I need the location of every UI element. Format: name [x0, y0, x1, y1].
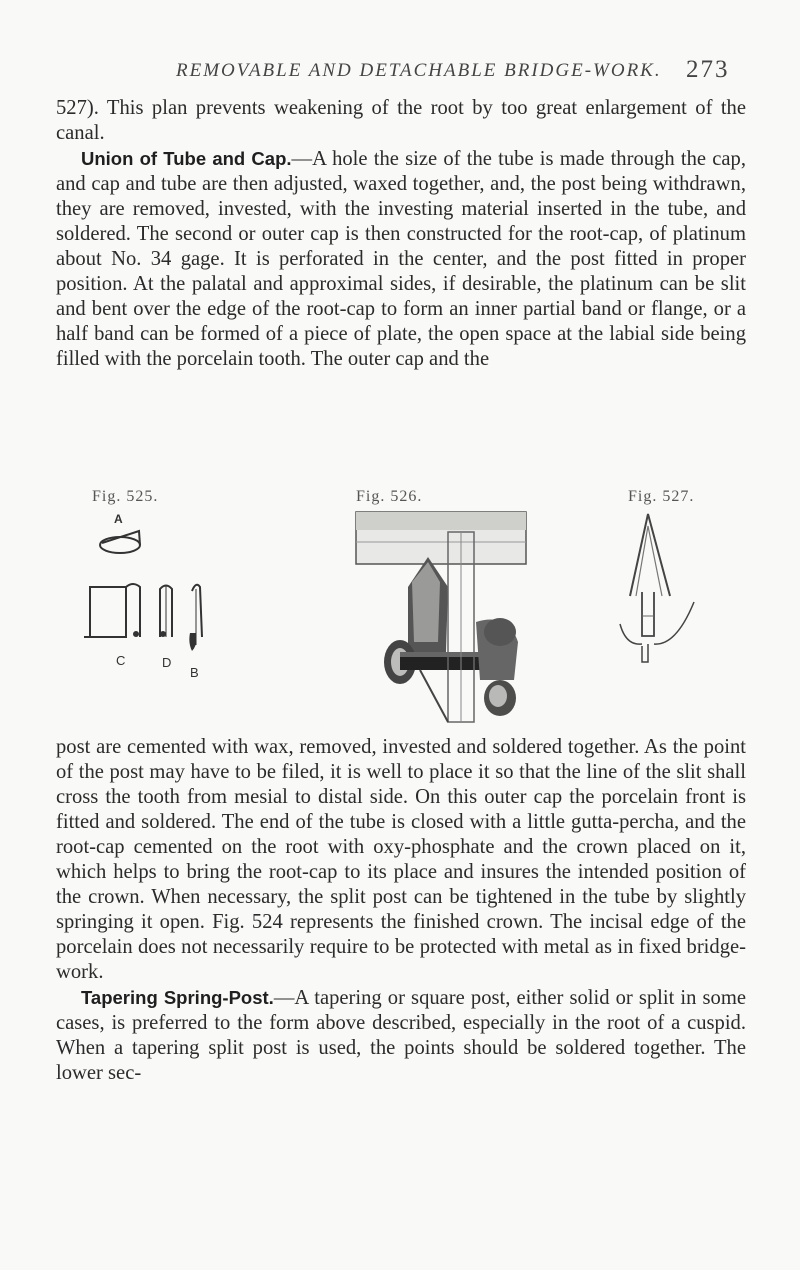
paragraph-tapering-spring-post	[56, 985, 746, 1086]
tapering-post-outline	[630, 514, 670, 636]
section-heading-union: Union of Tube and Cap.	[81, 148, 292, 169]
figure-525-letter-c: C	[116, 653, 126, 668]
figure-527-illustration	[612, 506, 742, 716]
page-number: 273	[686, 56, 730, 83]
section-heading-tapering: Tapering Spring-Post.	[81, 987, 274, 1008]
paragraph-text: post are cemented with wax, removed, invested and soldered together. As the point of the post may have to be filed, it is well to place it so that the line of the slit shall cross the tooth from mesial to distal side. On this outer cap the porcelain front is fitted and soldered. The end of the tube is closed with a little gutta-percha, and the root-cap cemented on the root with oxy-phosphate and the crown placed on it, which helps to bring the root-cap to its place and insures the intended position of the crown. When necessary, the split post can be tightened in the tube by slightly springing it open. Fig. 524 represents the finished crown. The incisal edge of the porcelain does not necessarily require to be protected with metal as in fixed bridge-work.	[56, 736, 746, 983]
figure-526-illustration	[308, 502, 548, 732]
figure-527-label: Fig. 527.	[628, 488, 695, 505]
paragraph-text: —A hole the size of the tube is made through the cap, and cap and tube are then adjusted, waxed together, and, the post being withdrawn, they are removed, invested, with the investing material inserted in the tube, and soldered. The second or outer cap is then constructed for the root-cap, of platinum about No. 34 gage. It is perforated in the center, and the post fitted in proper position. At the palatal and approximal sides, if desirable, the platinum can be slit and bent over the edge of the root-cap to form an inner partial band or flange, or a half band can be formed of a piece of plate, the open space at the labial side being filled with the porcelain tooth. The outer cap and the	[56, 148, 746, 370]
running-head	[0, 56, 800, 88]
paragraph-text: 527). This plan prevents weakening of the root by too great enlargement of the canal.	[56, 97, 746, 144]
figure-525-label: Fig. 525.	[92, 488, 159, 505]
tube	[189, 585, 202, 651]
split-post	[160, 585, 172, 637]
figure-525-letter-b: B	[190, 665, 199, 680]
paragraph-union-of-tube-and-cap	[56, 146, 746, 372]
figure-525-illustration	[84, 505, 294, 685]
running-title: REMOVABLE AND DETACHABLE BRIDGE-WORK.	[176, 60, 662, 81]
paragraph-continuation	[56, 96, 746, 146]
bridge-bar	[356, 512, 526, 564]
paragraph-continuation-lower	[56, 735, 746, 985]
tube-cap-piece	[100, 531, 140, 553]
figure-525-letter-d: D	[162, 655, 172, 670]
text-block-upper	[56, 96, 746, 372]
figure-525-letter-a: A	[114, 512, 123, 526]
crown-right	[476, 618, 518, 716]
root-cap-with-post	[84, 584, 140, 637]
paragraph-text: —A tapering or square post, either solid or split in some cases, is preferred to the form above described, especially in the root of a cuspid. When a tapering split post is used, the points should be soldered together. The lower sec-	[56, 987, 747, 1084]
cap-outline	[620, 602, 694, 662]
text-block-lower	[56, 735, 746, 1086]
figure-526-label: Fig. 526.	[356, 488, 423, 505]
